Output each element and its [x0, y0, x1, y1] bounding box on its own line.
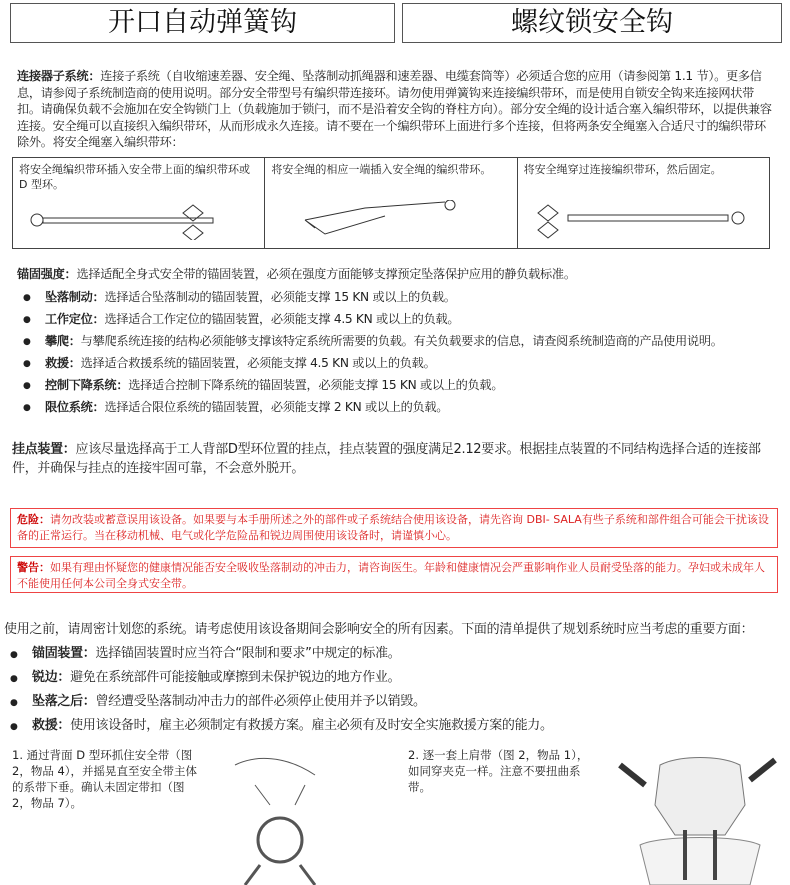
item-label: 坠落之后：	[32, 694, 96, 709]
step-text: 通过背面 D 型环抓住安全带（图 2，物品 4），并摇晃直至安全带主体的系带下垂。确认未固定带扣（图 2，物品 7）。	[12, 748, 198, 810]
connector-paragraph	[17, 68, 772, 151]
danger-box	[10, 508, 778, 548]
item-label: 锐边：	[32, 670, 71, 685]
list-item	[4, 645, 788, 669]
step-number: 2.	[408, 748, 419, 762]
connector-text: 连接子系统（自收缩速差器、安全绳、坠落制动抓绳器和速差器、电缆套筒等）必须适合您的应用（请参阅第 1.1 节）。更多信息，请参阅子系统制造商的使用说明。部分安全带型号有编织带连接环。请勿使用弹簧钩来连接编织带环，而是使用自锁安全钩来连接网状带扣。请确保负载不会施加在安全钩锁门上（负载施加于锁闩，而不是沿着安全钩的脊柱方向）。部分安全绳的设计适合塞入编织带环，以提供兼容连接。安全绳可以直接织入编织带环，从而形成永久连接。请不要在一个编织带环上面进行多个连接，但将两条安全绳塞入合适尺寸的编织带环除外。将安全绳塞入编织带环：	[17, 69, 772, 149]
usage-section	[4, 621, 788, 741]
hook-text: 应该尽量选择高于工人背部D型环位置的挂点，挂点装置的强度满足2.12要求。根据挂点装置的不同结构选择合适的连接部件，并确保与挂点的连接牢固可靠，不会意外脱开。	[12, 442, 761, 476]
title-snap-hook: 开口自动弹簧钩	[10, 3, 395, 43]
item-text: 避免在系统部件可能接触或摩擦到未保护锐边的地方作业。	[70, 670, 401, 685]
step-text: 逐一套上肩带（图 2，物品 1），如同穿夹克一样。注意不要扭曲系带。	[408, 748, 589, 794]
hook-paragraph	[12, 440, 774, 478]
connector-label: 连接器子系统：	[17, 69, 101, 83]
step-2	[408, 747, 593, 795]
harness-d-ring-illustration	[215, 745, 345, 885]
usage-list	[4, 645, 788, 741]
item-text: 选择适合救援系统的锚固装置，必须能支撑 4.5 KN 或以上的负载。	[80, 355, 436, 370]
anchor-text: 选择适配全身式安全带的锚固装置，必须在强度方面能够支撑预定坠落保护应用的静负载标准。	[76, 267, 576, 281]
table-cell-1	[13, 158, 265, 248]
danger-label: 危险：	[17, 513, 50, 526]
anchor-label: 锚固强度：	[17, 267, 77, 281]
cell-text: 将安全绳穿过连接编织带环，然后固定。	[523, 163, 722, 176]
list-item	[4, 693, 788, 717]
lanyard-illustration-3	[528, 200, 758, 240]
item-label: 救援：	[32, 718, 71, 733]
item-text: 选择适合控制下降系统的锚固装置，必须能支撑 15 KN 或以上的负载。	[128, 377, 504, 392]
cell-text: 将安全绳编织带环插入安全带上面的编织带环或D 型环。	[19, 163, 250, 191]
lanyard-table	[12, 157, 770, 249]
list-item	[4, 669, 788, 693]
warning-label: 警告：	[17, 561, 50, 574]
item-text: 选择适合坠落制动的锚固装置，必须能支撑 15 KN 或以上的负载。	[104, 289, 456, 304]
table-cell-2	[265, 158, 517, 248]
step-1	[12, 747, 202, 811]
hook-label: 挂点装置：	[12, 442, 76, 457]
cell-text: 将安全绳的相应一端插入安全绳的编织带环。	[271, 163, 492, 176]
lanyard-illustration-1	[23, 200, 243, 240]
item-label: 锚固装置：	[32, 646, 96, 661]
list-item	[17, 333, 777, 355]
shoulder-strap-illustration	[600, 735, 790, 885]
item-text: 选择适合工作定位的锚固装置，必须能支撑 4.5 KN 或以上的负载。	[104, 311, 460, 326]
item-label: 坠落制动：	[45, 289, 105, 304]
table-cell-3	[518, 158, 769, 248]
step-number: 1.	[12, 748, 23, 762]
item-text: 与攀爬系统连接的结构必须能够支撑该特定系统所需要的负载。有关负载要求的信息，请查阅系统制造商的产品使用说明。	[80, 333, 723, 348]
list-item	[17, 399, 777, 421]
warning-box	[10, 556, 778, 593]
item-label: 救援：	[45, 355, 81, 370]
item-text: 使用该设备时，雇主必须制定有救援方案。雇主必须有及时安全实施救援方案的能力。	[70, 718, 553, 733]
item-label: 工作定位：	[45, 311, 105, 326]
title-locking-hook: 螺纹锁安全钩	[402, 3, 782, 43]
lanyard-illustration-2	[275, 200, 495, 240]
item-label: 控制下降系统：	[45, 377, 129, 392]
item-text: 曾经遭受坠落制动冲击力的部件必须停止使用并予以销毁。	[95, 694, 426, 709]
item-text: 选择适合限位系统的锚固装置，必须能支撑 2 KN 或以上的负载。	[104, 399, 449, 414]
item-label: 限位系统：	[45, 399, 105, 414]
item-text: 选择锚固装置时应当符合“限制和要求”中规定的标准。	[95, 646, 401, 661]
list-item	[17, 289, 777, 311]
list-item	[17, 377, 777, 399]
anchor-list	[17, 289, 777, 421]
anchor-section	[17, 266, 777, 421]
usage-text: 使用之前，请周密计划您的系统。请考虑使用该设备期间会影响安全的所有因素。下面的清单提供了规划系统时应当考虑的重要方面：	[4, 622, 754, 637]
list-item	[17, 311, 777, 333]
item-label: 攀爬：	[45, 333, 81, 348]
list-item	[17, 355, 777, 377]
danger-text: 请勿改装或蓄意误用该设备。如果要与本手册所述之外的部件或子系统结合使用该设备，请先咨询 DBI- SALA有些子系统和部件组合可能会干扰该设备的正常运行。当在移动机械、电气或化学危险品和锐边周围使用该设备时，请谨慎小心。	[17, 513, 769, 542]
warning-text: 如果有理由怀疑您的健康情况能否安全吸收坠落制动的冲击力，请咨询医生。年龄和健康情况会严重影响作业人员耐受坠落的能力。孕妇或未成年人不能使用任何本公司全身式安全带。	[17, 561, 765, 590]
